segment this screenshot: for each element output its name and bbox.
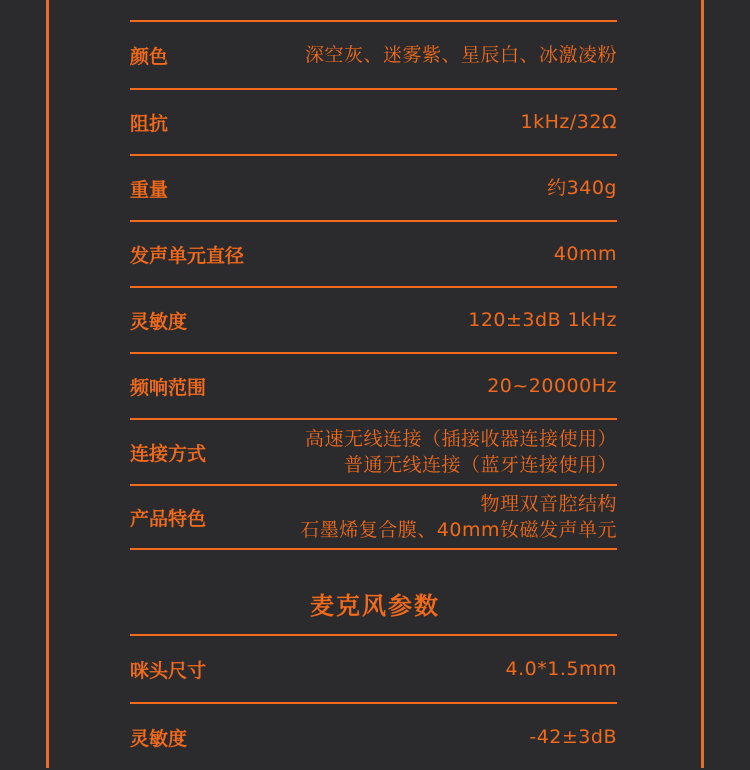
spec-row-impedance [130,90,617,156]
right-border-line [701,0,704,768]
spec-label: 发声单元直径 [130,244,245,267]
spec-row-frequency-response [130,354,617,420]
spec-value: -42±3dB [529,726,617,748]
spec-label: 灵敏度 [130,727,188,750]
mic-section-title: 麦克风参数 [310,592,440,620]
spec-label: 阻抗 [130,112,169,135]
spec-label: 颜色 [130,45,169,68]
spec-value: 物理双音腔结构 石墨烯复合膜、40mm钕磁发声单元 [300,493,617,541]
spec-row-driver-size [130,222,617,288]
spec-row-mic-sensitivity [130,704,617,770]
spec-value: 1kHz/32Ω [520,111,617,133]
spec-value: 20~20000Hz [487,375,617,397]
spec-value: 4.0*1.5mm [505,658,617,680]
spec-value: 约340g [547,177,617,199]
spec-row-weight [130,156,617,222]
spec-value: 120±3dB 1kHz [468,309,617,331]
spec-row-connection [130,420,617,486]
spec-row-features [130,486,617,550]
spec-label: 产品特色 [130,507,207,530]
spec-value: 40mm [553,243,617,265]
spec-value: 深空灰、迷雾紫、星辰白、冰激凌粉 [304,44,617,66]
spec-label: 连接方式 [130,442,207,465]
left-border-line [46,0,49,768]
spec-row-mic-size [130,636,617,704]
spec-label: 频响范围 [130,376,207,399]
spec-value: 高速无线连接（插接收器连接使用） 普通无线连接（蓝牙连接使用） [304,428,617,476]
spec-row-color [130,22,617,90]
spec-label: 咪头尺寸 [130,659,207,682]
spec-label: 重量 [130,178,169,201]
spec-label: 灵敏度 [130,310,188,333]
spec-row-sensitivity [130,288,617,354]
